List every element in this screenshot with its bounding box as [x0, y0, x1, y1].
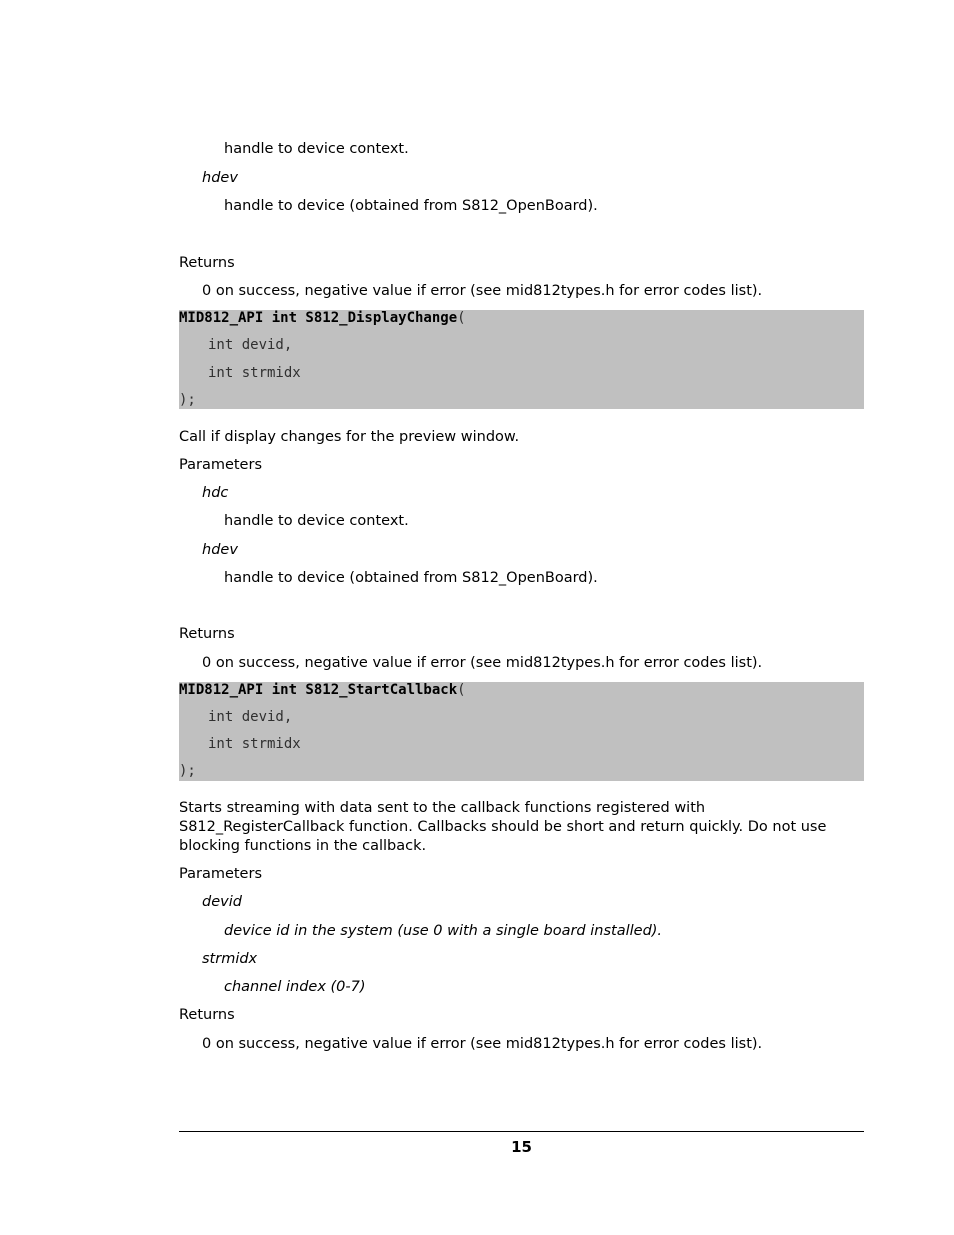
- returns-label: Returns: [179, 255, 235, 271]
- function-signature: MID812_API int S812_DisplayChange(: [179, 310, 466, 326]
- hdc-description: handle to device context.: [224, 141, 409, 157]
- param-description: handle to device context.: [224, 513, 409, 529]
- returns-label: Returns: [179, 626, 235, 642]
- function-description: Call if display changes for the preview window.: [179, 429, 520, 445]
- returns-label: Returns: [179, 1007, 235, 1023]
- param-description: channel index (0-7): [224, 979, 366, 995]
- returns-description: 0 on success, negative value if error (see mid812types.h for error codes list).: [202, 1036, 763, 1052]
- code-close: );: [179, 763, 196, 779]
- code-param-strmidx: int strmidx: [208, 365, 301, 381]
- parameters-label: Parameters: [179, 866, 262, 882]
- param-name: strmidx: [202, 951, 258, 967]
- param-description: device id in the system (use 0 with a single board installed).: [224, 923, 663, 939]
- code-block-display-change: [179, 310, 864, 409]
- function-description: Starts streaming with data sent to the callback functions registered with S812_RegisterCallback function. Callbacks should be short and return quickly. Do not use blocking functions in the callback.: [179, 800, 827, 854]
- page-number: 15: [511, 1138, 532, 1156]
- code-close: );: [179, 392, 196, 408]
- hdev-param-name: hdev: [202, 170, 238, 186]
- param-name: devid: [202, 894, 242, 910]
- returns-description: 0 on success, negative value if error (see mid812types.h for error codes list).: [202, 283, 763, 299]
- hdev-description: handle to device (obtained from S812_OpenBoard).: [224, 198, 598, 214]
- code-param-strmidx: int strmidx: [208, 736, 301, 752]
- returns-description: 0 on success, negative value if error (see mid812types.h for error codes list).: [202, 655, 763, 671]
- footer-divider: [179, 1131, 864, 1132]
- code-block-start-callback: [179, 682, 864, 781]
- function-signature: MID812_API int S812_StartCallback(: [179, 682, 466, 698]
- code-param-devid: int devid,: [208, 337, 293, 353]
- param-description: handle to device (obtained from S812_OpenBoard).: [224, 570, 598, 586]
- param-name: hdev: [202, 542, 238, 558]
- param-name: hdc: [202, 485, 229, 501]
- parameters-label: Parameters: [179, 457, 262, 473]
- code-param-devid: int devid,: [208, 709, 293, 725]
